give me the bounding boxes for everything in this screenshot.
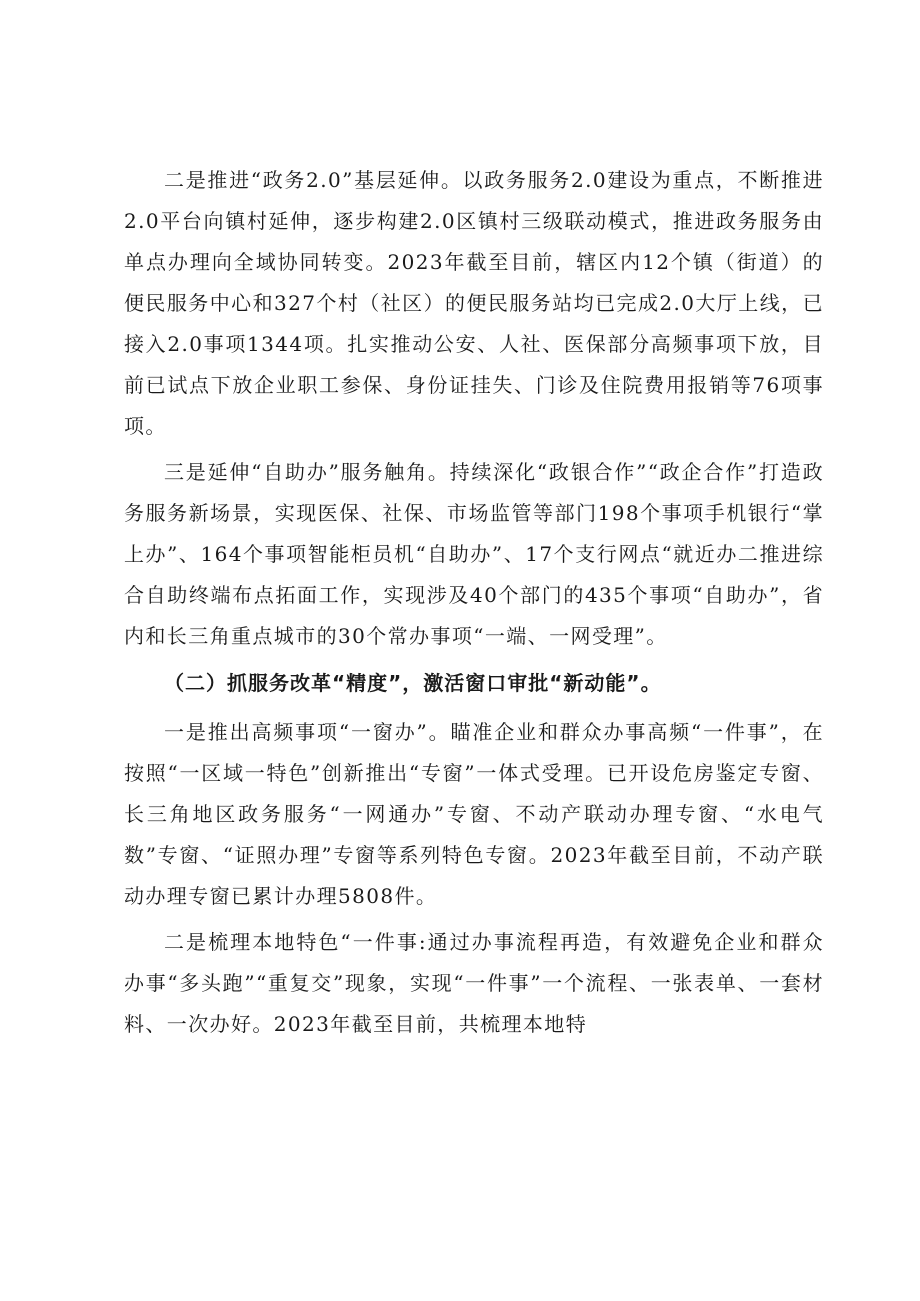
paragraph-one-window: 一是推出高频事项“一窗办”。瞄准企业和群众办事高频“一件事”，在按照“一区域一特色”创新推出“专窗”一体式受理。已开设危房鉴定专窗、长三角地区政务服务“一网通办”专窗、不动产联动办理专窗、“水电气数”专窗、“证照办理”专窗等系列特色专窗。2023年截至目前，不动产联动办理专窗已累计办理5808件。 (124, 720, 824, 908)
paragraph-grassroots-extension: 二是推进“政务2.0”基层延伸。以政务服务2.0建设为重点，不断推进2.0平台向镇村延伸，逐步构建2.0区镇村三级联动模式，推进政务服务由单点办理向全域协同转变。2023年截至目前，辖区内12个镇（街道）的便民服务中心和327个村（社区）的便民服务站均已完成2.0大厅上线，已接入2.0事项1344项。扎实推动公安、人社、医保部分高频事项下放，目前已试点下放企业职工参保、身份证挂失、门诊及住院费用报销等76项事项。 (124, 168, 824, 438)
paragraph-self-service: 三是延伸“自助办”服务触角。持续深化“政银合作”“政企合作”打造政务服务新场景，实现医保、社保、市场监管等部门198个事项手机银行“掌上办”、164个事项智能柜员机“自助办”、17个支行网点“就近办二推进综合自助终端布点拓面工作，实现涉及40个部门的435个事项“自助办”，省内和长三角重点城市的30个常办事项“一端、一网受理”。 (124, 460, 824, 648)
section-heading: （二）抓服务改革“精度”，激活窗口审批“新动能”。 (164, 671, 662, 695)
document-body (124, 160, 824, 1045)
paragraph-one-thing: 二是梳理本地特色“一件事:通过办事流程再造，有效避免企业和群众办事“多头跑”“重复交”现象，实现“一件事”一个流程、一张表单、一套材料、一次办好。2023年截至目前，共梳理本地特 (124, 930, 824, 1036)
